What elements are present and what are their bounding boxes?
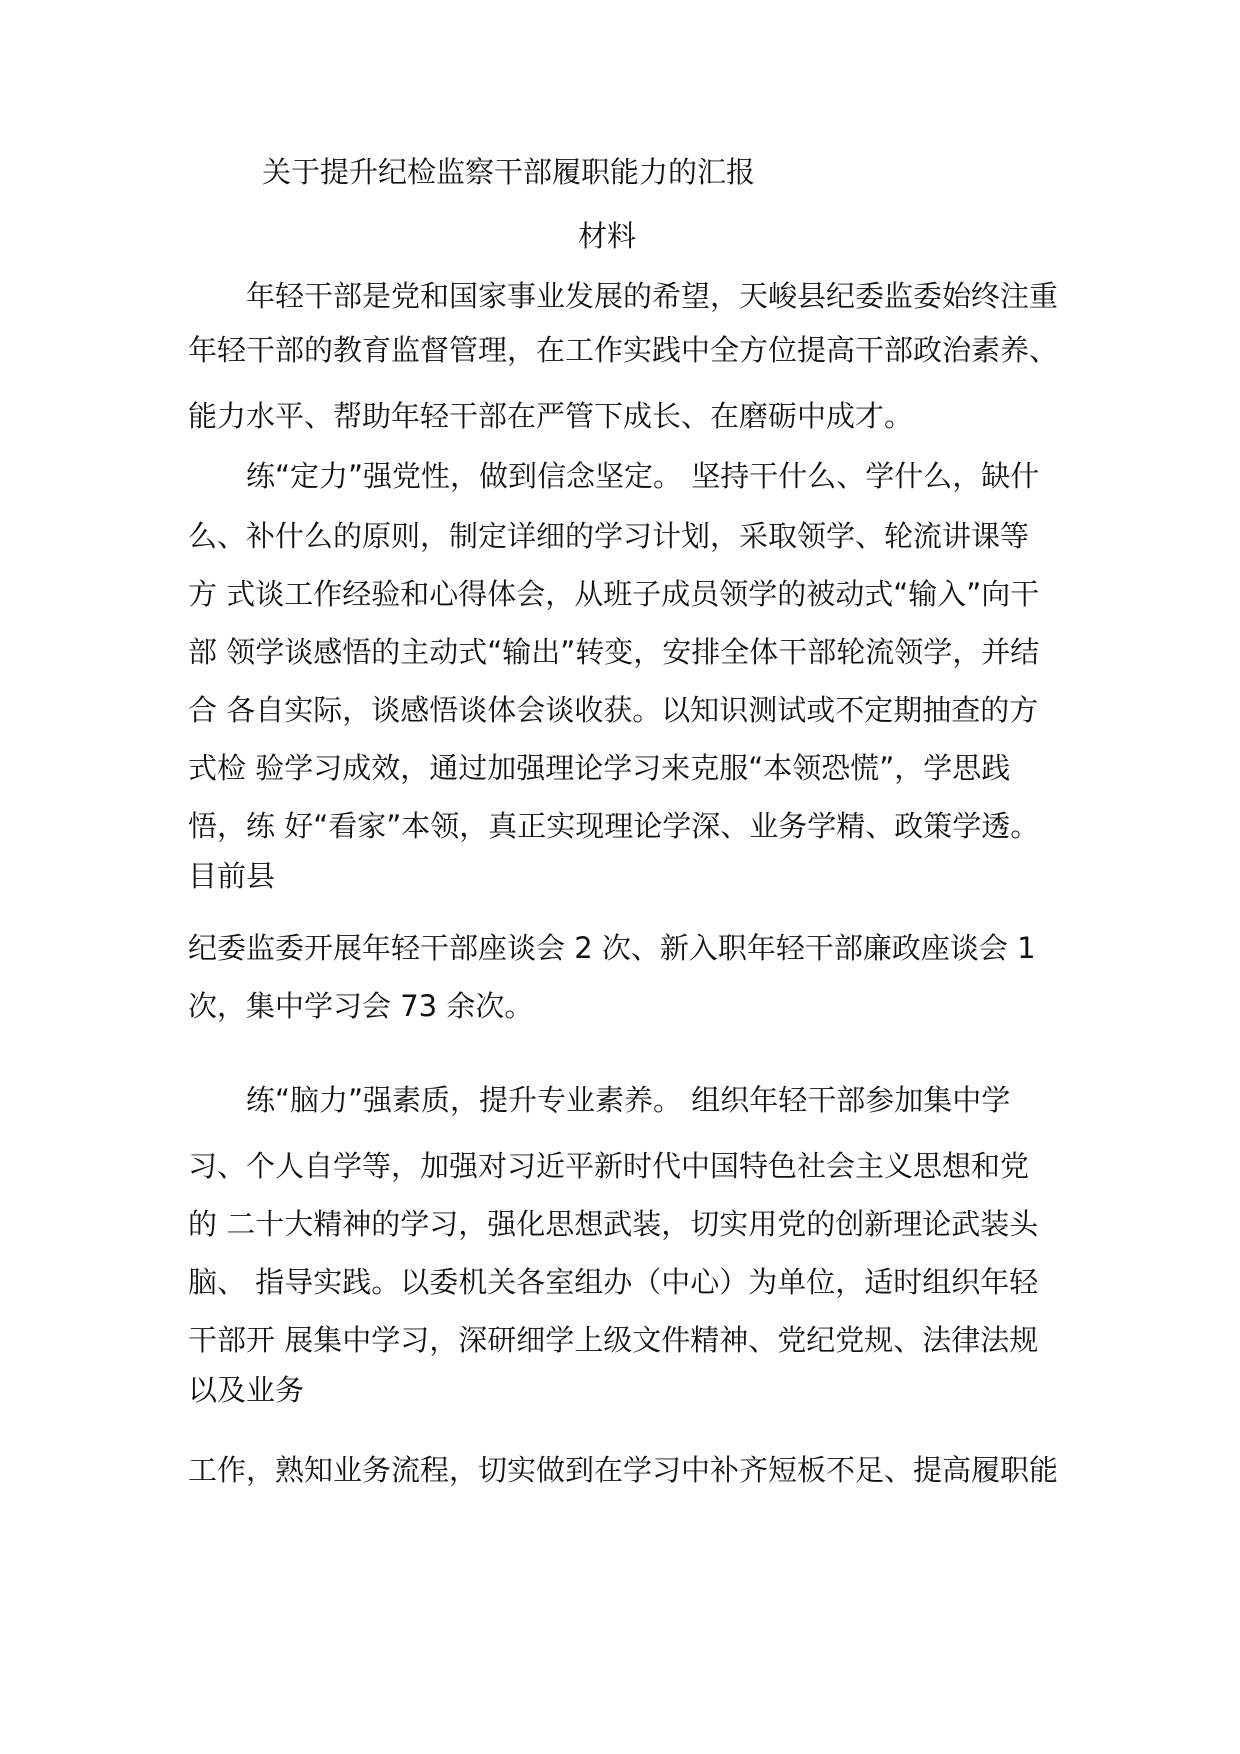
document-title-continued: 材料 [578,219,637,253]
paragraph-line: 练“定力”强党性，做到信念坚定。 坚持干什么、学什么，缺什 [246,459,1040,493]
paragraph-line: 能力水平、帮助年轻干部在严管下成长、在磨砺中成才。 [188,399,914,433]
paragraph-line: 练“脑力”强素质，提升专业素养。 组织年轻干部参加集中学 [246,1083,1011,1117]
paragraph-line: 部 领学谈感悟的主动式“输出”转变，安排全体干部轮流领学，并结 [188,635,1040,669]
paragraph-line: 以及业务 [188,1373,305,1407]
paragraph-line: 脑、 指导实践。以委机关各室组办（中心）为单位，适时组织年轻 [188,1265,1039,1299]
paragraph-line: 次，集中学习会 73 余次。 [188,989,534,1023]
paragraph-line: 式检 验学习成效，通过加强理论学习来克服“本领恐慌”，学思践 [188,751,1011,785]
paragraph-line: 方 式谈工作经验和心得体会，从班子成员领学的被动式“输入”向干 [188,577,1040,611]
paragraph-line: 年轻干部的教育监督管理，在工作实践中全方位提高干部政治素养、 [188,333,1059,367]
paragraph-line: 习、个人自学等，加强对习近平新时代中国特色社会主义思想和党 [188,1149,1030,1183]
paragraph-line: 么、补什么的原则，制定详细的学习计划，采取领学、轮流讲课等 [188,519,1030,553]
document-title: 关于提升纪检监察干部履职能力的汇报 [262,155,756,189]
paragraph-line: 目前县 [188,859,276,893]
paragraph-line: 纪委监委开展年轻干部座谈会 2 次、新入职年轻干部廉政座谈会 1 [188,931,1036,965]
paragraph-line: 干部开 展集中学习，深研细学上级文件精神、党纪党规、法律法规 [188,1323,1039,1357]
paragraph-line: 年轻干部是党和国家事业发展的希望，天峻县纪委监委始终注重 [246,279,1059,313]
paragraph-line: 悟，练 好“看家”本领，真正实现理论学深、业务学精、政策学透。 [188,809,1040,843]
paragraph-line: 合 各自实际，谈感悟谈体会谈收获。以知识测试或不定期抽查的方 [188,693,1039,727]
paragraph-line: 的 二十大精神的学习，强化思想武装，切实用党的创新理论武装头 [188,1207,1039,1241]
paragraph-line: 工作，熟知业务流程，切实做到在学习中补齐短板不足、提高履职能 [188,1453,1059,1487]
